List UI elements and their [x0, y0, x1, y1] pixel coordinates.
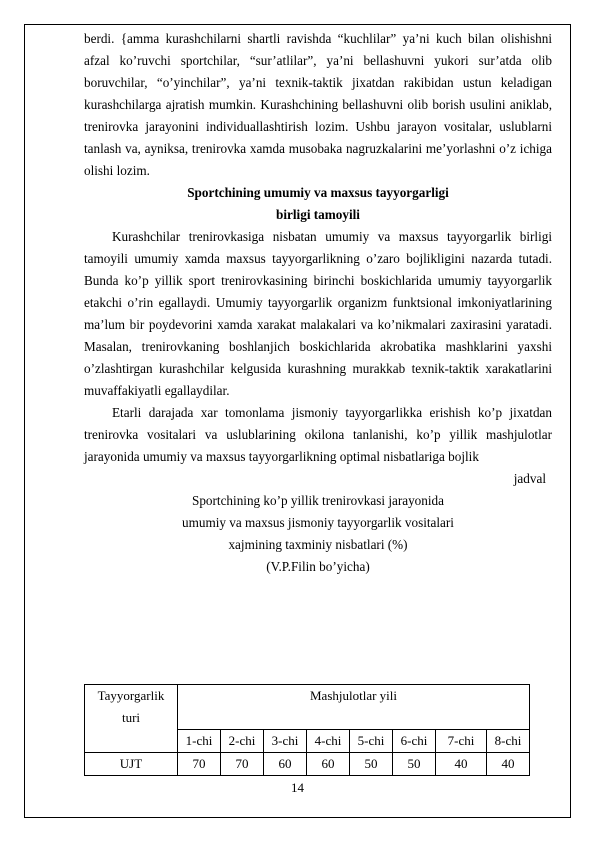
year-header-cell: 3-chi [264, 730, 307, 753]
year-header-cell: 5-chi [350, 730, 393, 753]
value-cell: 70 [221, 753, 264, 776]
table-caption-line4: (V.P.Filin bo’yicha) [266, 559, 370, 574]
page-number: 14 [291, 780, 304, 795]
table-label: jadval [513, 471, 546, 486]
section-heading-line1: Sportchining umumiy va maxsus tayyorgarligi [187, 185, 449, 200]
year-header-cell: 1-chi [178, 730, 221, 753]
value-cell: 40 [487, 753, 530, 776]
type-header-cell [85, 685, 178, 753]
value-cell: 70 [178, 753, 221, 776]
paragraph-2: Kurashchilar trenirovkasiga nisbatan umumiy va maxsus tayyorgarlik birligi tamoyili umumiy xamda maxsus tayyorgarlikning o’zaro bojlikligini nazarda tutadi. Bunda ko’p yillik sport trenirovkasining birinchi boskichlarida umumiy tayyorgarlik etakchi o’rin egallaydi. Umumiy tayyorgarlik organizm funktsional imkoniyatlarining ma’lum bir poydevorini xamda xarakat malakalari va ko’nikmalari zaxirasini yaratadi. Masalan, trenirovkaning boshlanjich boskichlarida akrobatika mashklarini yaxshi o’zlashtirgan kurashchilar kelgusida kurashning murakkab texnik-taktik xarakatlarini muvaffakiyatli egallaydilar. [84, 229, 552, 398]
value-cell: 50 [393, 753, 436, 776]
value-cell: 40 [436, 753, 487, 776]
document-body [84, 28, 552, 578]
training-ratio-table [84, 684, 530, 776]
year-header-cell: 8-chi [487, 730, 530, 753]
value-cell: 50 [350, 753, 393, 776]
year-header-cell: 4-chi [307, 730, 350, 753]
table-header-row [85, 685, 530, 730]
year-header-cell: 6-chi [393, 730, 436, 753]
row-label-cell: UJT [85, 753, 178, 776]
year-header-cell: 2-chi [221, 730, 264, 753]
paragraph-1: berdi. {amma kurashchilarni shartli ravishda “kuchlilar” ya’ni kuch bilan olishishni afzal ko’ruvchi sportchilar, “sur’atlilar”, ya’ni bellashuvni yukori sur’atda olib boruvchilar, “o’yinchilar”, ya’ni texnik-taktik jixatdan rakibidan ustun keladigan kurashchilarga ajratish mumkin. Kurashchining bellashuvni olib borish usulini aniklab, trenirovka jarayonini individuallashtirish lozim. Ushbu jarayon vositalar, uslublarni tanlash va, ayniksa, trenirovka xamda musobaka nagruzkalarini me’yorlashni o’z ichiga olishi lozim. [84, 31, 552, 178]
year-header-cell: 7-chi [436, 730, 487, 753]
years-group-header: Mashjulotlar yili [178, 685, 530, 730]
paragraph-3: Etarli darajada xar tomonlama jismoniy tayyorgarlikka erishish ko’p jixatdan trenirovka vositalari va uslublarining okilona tanlanishi, ko’p yillik mashjulotlar jarayonida umumiy va maxsus tayyorgarlikning optimal nisbatlariga bojlik [84, 405, 552, 464]
type-header-line1: Tayyorgarlik [97, 688, 165, 703]
table-caption-line1: Sportchining ko’p yillik trenirovkasi jarayonida [192, 493, 444, 508]
value-cell: 60 [264, 753, 307, 776]
value-cell: 60 [307, 753, 350, 776]
table-row [85, 753, 530, 776]
table-caption-line2: umumiy va maxsus jismoniy tayyorgarlik vositalari [182, 515, 454, 530]
type-header-line2: turi [121, 710, 141, 725]
section-heading-line2: birligi tamoyili [276, 207, 360, 222]
table-caption-line3: xajmining taxminiy nisbatlari (%) [228, 537, 408, 552]
